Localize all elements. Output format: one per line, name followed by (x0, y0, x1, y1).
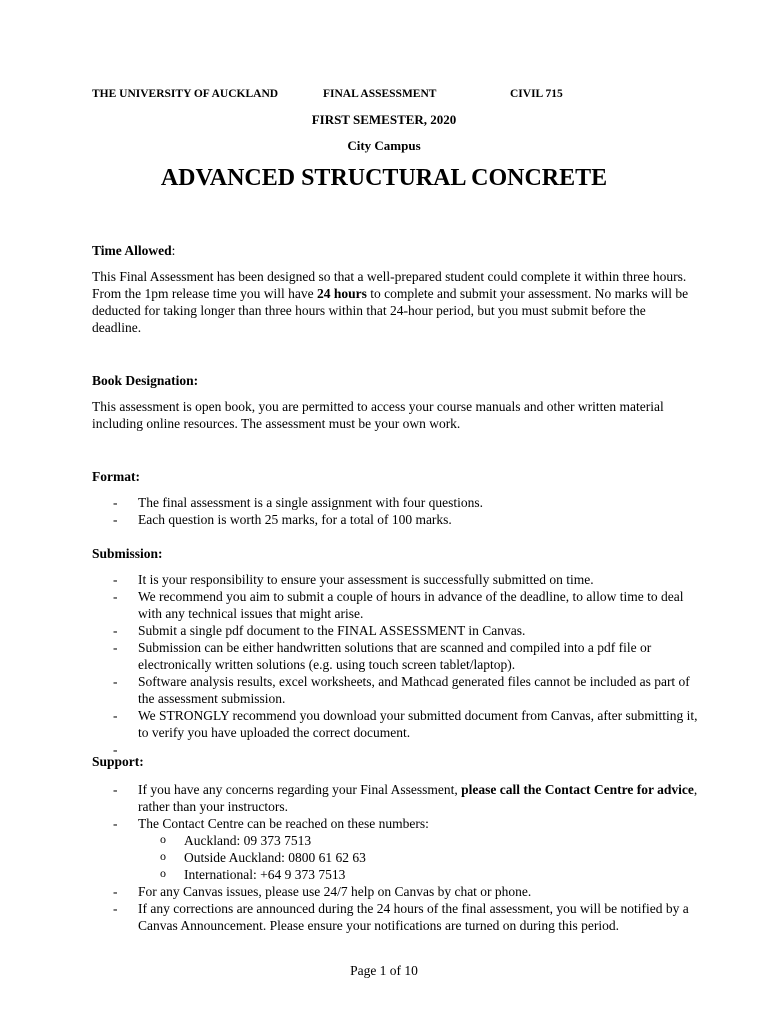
time-allowed-heading: Time Allowed: (92, 243, 176, 258)
format-list (92, 494, 698, 528)
list-item: - If any corrections are announced during the 24 hours of the final assessment, you will be notified by a Canvas Announcement. Please ensure your notifications are turned on during this period. (113, 901, 689, 933)
list-item: - We recommend you aim to submit a couple of hours in advance of the deadline, to allow time to deal with any technical issues that might arise. (113, 589, 684, 621)
list-item: - We STRONGLY recommend you download your submitted document from Canvas, after submitting it, to verify you have uploaded the correct document. (113, 708, 698, 740)
document-title: ADVANCED STRUCTURAL CONCRETE (160, 165, 608, 191)
list-item: - It is your responsibility to ensure your assessment is successfully submitted on time. (113, 572, 594, 587)
phone-list (138, 832, 698, 883)
list-item: - (113, 742, 118, 757)
assessment-type: FINAL ASSESSMENT (323, 88, 437, 100)
list-item: - If you have any concerns regarding your Final Assessment, please call the Contact Centre for advice, rather than your instructors. (113, 782, 698, 814)
list-item: - Software analysis results, excel worksheets, and Mathcad generated files cannot be included as part of the assessment submission. (113, 674, 690, 706)
time-allowed-paragraph: This Final Assessment has been designed so that a well-prepared student could complete it within three hours. From the 1pm release time you will have 24 hours to complete and submit your assessment. No marks will be deducted for taking longer than three hours within that 24-hour period, but you must submit before the deadline. (92, 269, 689, 335)
course-code: CIVIL 715 (510, 88, 563, 100)
book-designation-paragraph: This assessment is open book, you are permitted to access your course manuals and other written material including online resources. The assessment must be your own work. (92, 399, 664, 431)
list-item: - The final assessment is a single assignment with four questions. (113, 495, 483, 510)
submission-list (92, 571, 698, 758)
list-item: - Submission can be either handwritten solutions that are scanned and compiled into a pdf file or electronically written solutions (e.g. using touch screen tablet/laptop). (113, 640, 652, 672)
list-item: - For any Canvas issues, please use 24/7 help on Canvas by chat or phone. (113, 884, 532, 899)
book-designation-heading: Book Designation: (92, 373, 199, 388)
semester-line: FIRST SEMESTER, 2020 (311, 112, 457, 127)
list-item: - Submit a single pdf document to the FINAL ASSESSMENT in Canvas. (113, 623, 526, 638)
list-item: - Each question is worth 25 marks, for a total of 100 marks. (113, 512, 452, 527)
list-item: - The Contact Centre can be reached on these numbers: o Auckland: 09 373 7513 o Outside Auckland: 0800 61 62 63 o International: +64 9 373 7513 (92, 815, 698, 883)
format-heading: Format: (92, 469, 140, 484)
submission-heading: Submission: (92, 546, 163, 561)
university-name: THE UNIVERSITY OF AUCKLAND (92, 88, 279, 100)
phone-international: o International: +64 9 373 7513 (160, 866, 346, 882)
phone-auckland: o Auckland: 09 373 7513 (160, 832, 312, 848)
page-number: Page 1 of 10 (350, 963, 418, 978)
support-heading: Support: (92, 754, 144, 769)
phone-outside-auckland: o Outside Auckland: 0800 61 62 63 (160, 849, 366, 865)
campus-line: City Campus (347, 138, 421, 153)
support-list (92, 781, 698, 934)
page-header (0, 86, 768, 103)
